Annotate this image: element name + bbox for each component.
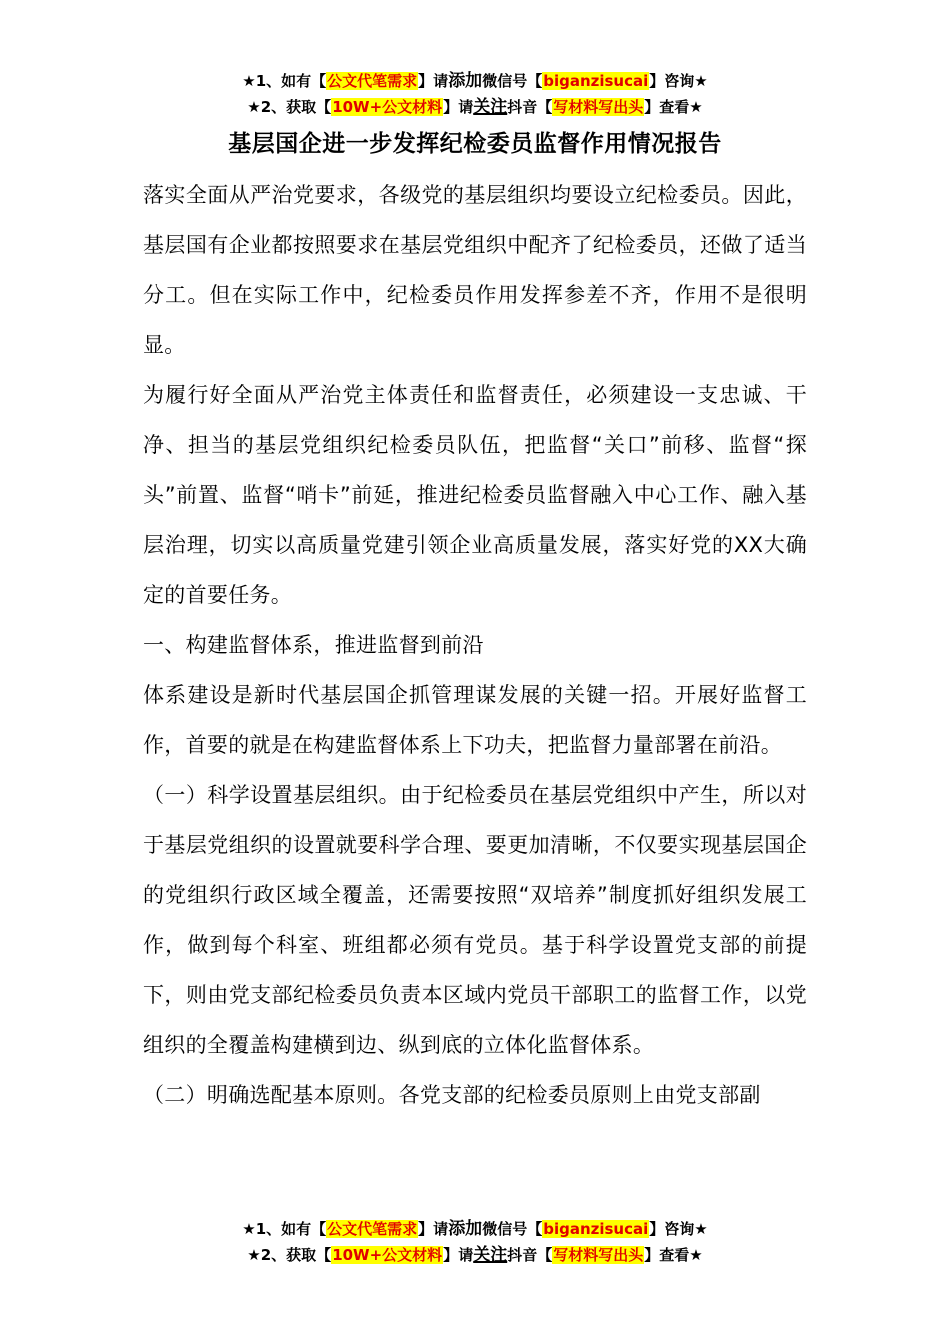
paragraph: 落实全面从严治党要求，各级党的基层组织均要设立纪检委员。因此，基层国有企业都按照要求在基层党组织中配齐了纪检委员，还做了适当分工。但在实际工作中，纪检委员作用发挥参差不齐，作用不是很明显。 [143, 183, 807, 357]
promo-highlight: biganzisucai [543, 1220, 649, 1238]
promo-highlight: biganzisucai [543, 72, 649, 90]
promo-emphasis: 添加 [448, 71, 483, 91]
promo-text: 】请 [418, 72, 449, 90]
promo-highlight: 公文代笔需求 [327, 1220, 418, 1238]
paragraph: （一）科学设置基层组织。由于纪检委员在基层党组织中产生，所以对于基层党组织的设置就要科学合理、要更加清晰，不仅要实现基层国企的党组织行政区域全覆盖，还需要按照“双培养”制度抓好组织发展工作，做到每个科室、班组都必须有党员。基于科学设置党支部的前提下，则由党支部纪检委员负责本区域内党员干部职工的监督工作，以党组织的全覆盖构建横到边、纵到底的立体化监督体系。 [143, 783, 807, 1057]
document-title: 基层国企进一步发挥纪检委员监督作用情况报告 [228, 131, 722, 157]
promo-text: 】咨询★ [649, 72, 708, 90]
promo-text: ★1、如有【 [242, 1220, 327, 1238]
promo-text: 微信号【 [482, 1220, 543, 1238]
promo-line-1 [0, 68, 950, 94]
promo-emphasis: 关注 [473, 1245, 508, 1265]
paragraph: （二）明确选配基本原则。各党支部的纪检委员原则上由党支部副 [143, 1083, 761, 1107]
promo-text: 微信号【 [482, 72, 543, 90]
promo-emphasis: 关注 [473, 97, 508, 117]
promo-text: ★1、如有【 [242, 72, 327, 90]
promo-text: 】请 [443, 98, 474, 116]
promo-highlight: 写材料写出头 [553, 1246, 644, 1264]
promo-text: 】查看★ [644, 98, 703, 116]
paragraph: 体系建设是新时代基层国企抓管理谋发展的关键一招。开展好监督工作，首要的就是在构建监督体系上下功夫，把监督力量部署在前沿。 [143, 683, 807, 757]
paragraph: 为履行好全面从严治党主体责任和监督责任，必须建设一支忠诚、干净、担当的基层党组织纪检委员队伍，把监督“关口”前移、监督“探头”前置、监督“哨卡”前延，推进纪检委员监督融入中心工作、融入基层治理，切实以高质量党建引领企业高质量发展，落实好党的XX大确定的首要任务。 [143, 383, 807, 607]
promo-banner-top [0, 68, 950, 120]
promo-highlight: 10W+公文材料 [332, 98, 443, 116]
promo-text: ★2、获取【 [247, 1246, 332, 1264]
promo-text: 】请 [443, 1246, 474, 1264]
document-body [143, 170, 807, 1120]
promo-highlight: 公文代笔需求 [327, 72, 418, 90]
promo-line-2 [0, 94, 950, 120]
promo-text: 】请 [418, 1220, 449, 1238]
promo-text: 】查看★ [644, 1246, 703, 1264]
promo-highlight: 10W+公文材料 [332, 1246, 443, 1264]
promo-highlight: 写材料写出头 [553, 98, 644, 116]
promo-text: 】咨询★ [649, 1220, 708, 1238]
promo-text: 抖音【 [507, 1246, 553, 1264]
promo-line-1 [0, 1216, 950, 1242]
promo-emphasis: 添加 [448, 1219, 483, 1239]
promo-text: 抖音【 [507, 98, 553, 116]
section-heading: 一、构建监督体系，推进监督到前沿 [143, 633, 484, 657]
promo-text: ★2、获取【 [247, 98, 332, 116]
promo-banner-bottom [0, 1216, 950, 1268]
promo-line-2 [0, 1242, 950, 1268]
